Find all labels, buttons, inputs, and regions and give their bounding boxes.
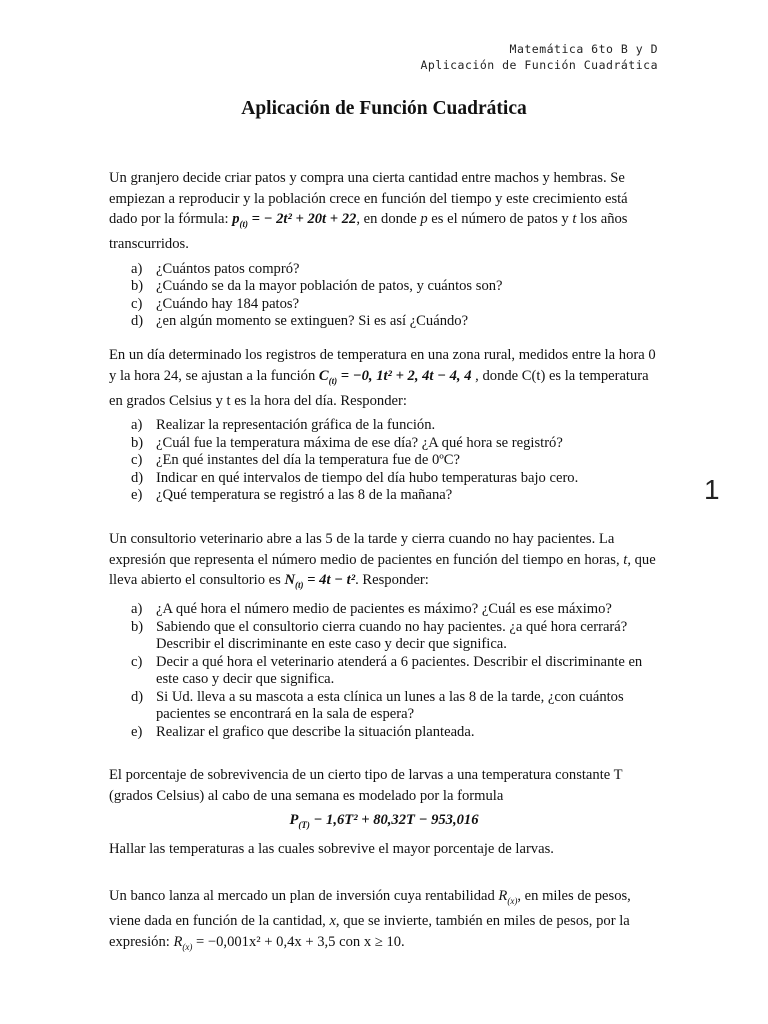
list-item: b) Sabiendo que el consultorio cierra cuando no hay pacientes. ¿a qué hora cerrará? Describir el discriminante en este caso y decir que significa. — [131, 618, 628, 653]
header-course: Matemática 6to B y D — [509, 42, 658, 56]
problem-2-questions — [109, 417, 659, 505]
problem-5 — [109, 886, 659, 957]
list-item: e) ¿Qué temperatura se registró a las 8 de la mañana? — [131, 487, 453, 504]
formula-c: $C_{(t)} = -0$, 1t² + 2, 4t − 4, 4 — [318, 367, 472, 386]
formula-n: $N_{(t)} = 4t - t^2$ — [284, 572, 356, 590]
page-number: 1 — [704, 474, 720, 505]
problem-1-questions — [109, 261, 659, 331]
problem-3-statement: Un consultorio veterinario abre a las 5 de la tarde y cierra cuando no hay pacientes. La expresión que representa el número medio de pacientes en función del tiempo en horas, t, que lleva abierto el consultorio es $N_{(t)} = 4t - t^2$. Responder: — [109, 531, 656, 590]
problem-1-statement: Un granjero decide criar patos y compra una cierta cantidad entre machos y hembras. Se empiezan a reproducir y la población crece en función del tiempo y este crecimiento está dado por la fórmula: $p_{(t)}$ = − 2t² + 20t + 22, en donde p es el número de patos y t los años transcurridos. — [109, 170, 628, 253]
formula-p: $p_{(t)}$ = − 2t² + 20t + 22 — [232, 211, 357, 229]
list-item: a) Realizar la representación gráfica de la función. — [131, 417, 436, 434]
problem-3-questions — [109, 601, 659, 741]
list-item: c) Decir a qué hora el veterinario atenderá a 6 pacientes. Describir el discriminante en este caso y decir que significa. — [131, 653, 643, 688]
problem-1 — [109, 168, 659, 331]
list-item: a) ¿A qué hora el número medio de pacientes es máximo? ¿Cuál es ese máximo? — [131, 601, 612, 618]
page-title: Aplicación de Función Cuadrática — [241, 98, 527, 119]
list-item: d) Indicar en qué intervalos de tiempo del día hubo temperaturas bajo cero. — [131, 469, 579, 486]
list-item: b) ¿Cuál fue la temperatura máxima de ese día? ¿A qué hora se registró? — [131, 434, 563, 451]
problem-2 — [109, 345, 659, 505]
list-item: e) Realizar el grafico que describe la situación planteada. — [131, 723, 475, 740]
list-item: c) ¿En qué instantes del día la temperatura fue de 0ºC? — [131, 452, 460, 469]
problem-3 — [109, 529, 659, 741]
problem-4 — [109, 765, 659, 860]
list-item: a) ¿Cuántos patos compró? — [131, 260, 300, 277]
list-item: d) Si Ud. lleva a su mascota a esta clínica un lunes a las 8 de la tarde, ¿con cuántos pacientes se encontrará en la sala de espera? — [131, 688, 624, 723]
list-item: c) ¿Cuándo hay 184 patos? — [131, 295, 300, 312]
problem-4-question: Hallar las temperaturas a las cuales sobrevive el mayor porcentaje de larvas. — [109, 841, 554, 858]
header-subject: Aplicación de Función Cuadrática — [420, 58, 658, 72]
list-item: d) ¿en algún momento se extinguen? Si es así ¿Cuándo? — [131, 313, 469, 330]
list-item: b) ¿Cuándo se da la mayor población de patos, y cuántos son? — [131, 278, 503, 295]
problem-4-statement: El porcentaje de sobrevivencia de un cierto tipo de larvas a una temperatura constante T (grados Celsius) al cabo de una semana es modelado por la formula — [109, 767, 623, 804]
problem-2-statement: En un día determinado los registros de temperatura en una zona rural, medidos entre la hora 0 y la hora 24, se ajustan a la función $C_{(t)} = -0$, 1t² + 2, 4t − 4, 4 , donde C(t) es la temperatura en grados Celsius y t es la hora del día. Responder: — [109, 347, 656, 409]
problem-5-statement: Un banco lanza al mercado un plan de inversión cuya rentabilidad $R_{(x)}$, en miles de pesos, viene dada en función de la cantidad, x, que se invierte, también en miles de pesos, por la expresión: $R_{(x)} = -0,001x^2 + 0,4x + 3,5$ con x ≥ 10. — [109, 888, 631, 952]
formula-P: $P_{(T)} - 1,6T^2 + 80,32T - 953,016$ — [289, 812, 479, 830]
